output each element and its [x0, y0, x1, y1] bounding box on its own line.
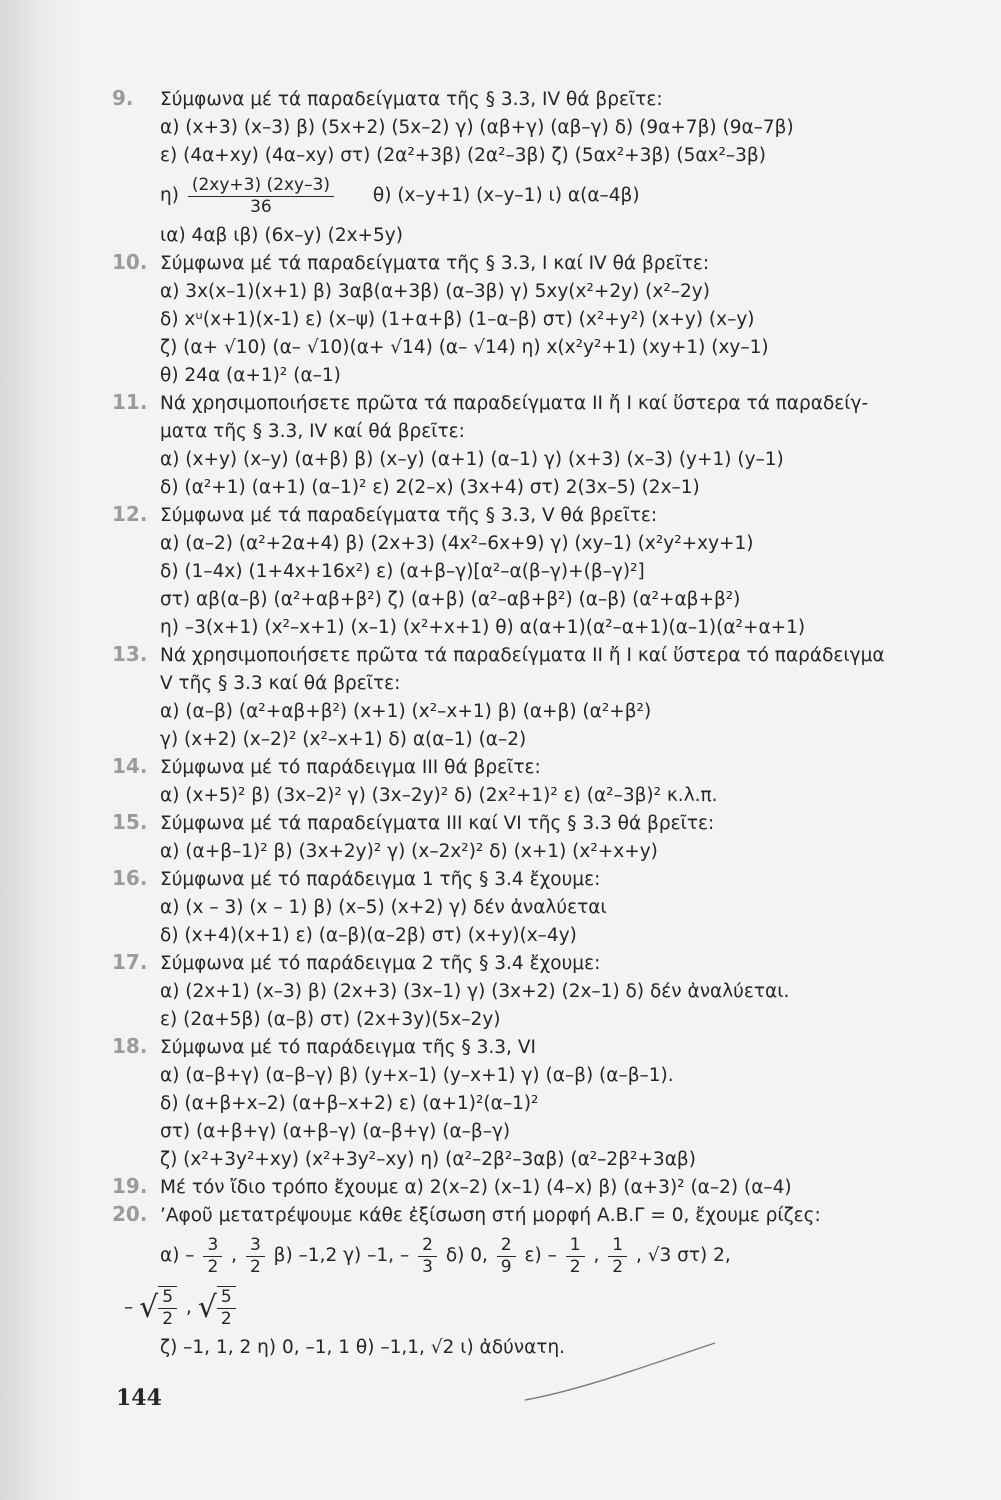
fraction: [246, 1235, 265, 1278]
exercise-line: α) (x+y) (x–y) (α+β) β) (x–y) (α+1) (α–1) γ) (x+3) (x–3) (y+1) (y–1): [160, 449, 784, 470]
exercise-line: ματα τῆς § 3.3, IV καί θά βρεῖτε:: [160, 421, 465, 442]
exercise-line: ε) (2α+5β) (α–β) στ) (2x+3y)(5x–2y): [160, 1009, 501, 1030]
fraction: [418, 1235, 437, 1278]
exercise-line: Νά χρησιμοποιήσετε πρῶτα τά παραδείγματα II ἤ I καί ὕστερα τό παράδειγμα: [160, 645, 885, 666]
answers-page: [112, 86, 912, 1362]
exercise-line: α) (α–β+γ) (α–β–γ) β) (y+x–1) (y–x+1) γ) (α–β) (α–β–1).: [160, 1065, 674, 1086]
square-root: [198, 1282, 239, 1334]
numerator: 3: [203, 1235, 222, 1257]
numerator: 1: [608, 1235, 627, 1257]
exercise-line: ε) (4α+xy) (4α–xy) στ) (2α²+3β) (2α²–3β) ζ) (5αx²+3β) (5αx²–3β): [160, 145, 766, 166]
exercise-number: 14.: [112, 754, 148, 778]
item-label: η): [160, 185, 179, 206]
exercise-line: Σύμφωνα μέ τό παράδειγμα III θά βρεῖτε:: [160, 757, 541, 778]
exercise-line: α) (α–β) (α²+αβ+β²) (x+1) (x²–x+1) β) (α+β) (α²+β²): [160, 701, 652, 722]
exercise-number: 15.: [112, 810, 148, 834]
fraction: [566, 1235, 585, 1278]
separator: ,: [593, 1245, 600, 1266]
item-text: δ) 0,: [445, 1245, 488, 1266]
denominator: 2: [569, 1256, 581, 1277]
exercise-number: 12.: [112, 502, 148, 526]
exercise-10: [112, 250, 912, 390]
denominator: 3: [422, 1256, 433, 1277]
book-spine-shadow: [0, 0, 82, 1500]
item-text: ε) –: [524, 1245, 557, 1266]
exercise-line: Σύμφωνα μέ τό παράδειγμα 2 τῆς § 3.4 ἔχουμε:: [160, 953, 601, 974]
exercise-11: [112, 390, 912, 502]
exercise-line: ια) 4αβ ιβ) (6x–y) (2x+5y): [160, 225, 403, 246]
exercise-line: δ) xᵘ(x+1)(x-1) ε) (x–ψ) (1+α+β) (1–α–β) στ) (x²+y²) (x+y) (x–y): [160, 309, 755, 330]
exercise-number: 18.: [112, 1034, 148, 1058]
minus-sign: –: [124, 1297, 134, 1318]
exercise-line: α) (2x+1) (x–3) β) (2x+3) (3x–1) γ) (3x+2) (2x–1) δ) δέν ἀναλύεται.: [160, 981, 790, 1002]
pencil-stroke-icon: [520, 1338, 720, 1408]
exercise-line: Σύμφωνα μέ τά παραδείγματα τῆς § 3.3, I καί IV θά βρεῖτε:: [160, 253, 710, 274]
square-root: [139, 1282, 180, 1334]
exercise-line: δ) (x+4)(x+1) ε) (α–β)(α–2β) στ) (x+y)(x–4y): [160, 925, 577, 946]
numerator: 2: [418, 1235, 437, 1257]
exercise-15: [112, 810, 912, 866]
sqrt-roots-line: [124, 1282, 912, 1334]
exercise-16: [112, 866, 912, 950]
item-text: β) –1,2 γ) –1, –: [273, 1245, 410, 1266]
denominator: 2: [612, 1256, 624, 1277]
exercise-17: [112, 950, 912, 1034]
fraction: [203, 1235, 222, 1278]
exercise-number: 20.: [112, 1202, 148, 1226]
exercise-line: Νά χρησιμοποιήσετε πρῶτα τά παραδείγματα II ἤ I καί ὕστερα τά παραδείγ-: [160, 393, 869, 414]
exercise-line: ζ) (x²+3y²+xy) (x²+3y²–xy) η) (α²–2β²–3αβ) (α²–2β²+3αβ): [160, 1149, 696, 1170]
exercise-line: Σύμφωνα μέ τά παραδείγματα τῆς § 3.3, IV θά βρεῖτε:: [160, 89, 663, 110]
radical-sign-icon: √: [139, 1290, 159, 1325]
exercise-line: θ) 24α (α+1)² (α–1): [160, 365, 341, 386]
denominator: 36: [250, 196, 272, 217]
exercise-line: α) (α–2) (α²+2α+4) β) (2x+3) (4x²–6x+9) γ) (xy–1) (x²y²+xy+1): [160, 533, 754, 554]
exercise-line: ζ) (α+ √10) (α– √10)(α+ √14) (α– √14) η) x(x²y²+1) (xy+1) (xy–1): [160, 337, 769, 358]
exercise-20: [112, 1202, 912, 1362]
item-text: α) –: [160, 1245, 195, 1266]
exercise-line: Σύμφωνα μέ τό παράδειγμα τῆς § 3.3, VI: [160, 1037, 536, 1058]
exercise-line: Σύμφωνα μέ τά παραδείγματα τῆς § 3.3, V θά βρεῖτε:: [160, 505, 658, 526]
exercise-number: 13.: [112, 642, 148, 666]
denominator: 2: [220, 1309, 232, 1329]
numerator: 3: [246, 1235, 265, 1257]
exercise-number: 16.: [112, 866, 148, 890]
exercise-line: V τῆς § 3.3 καί θά βρεῖτε:: [160, 673, 401, 694]
exercise-line: ’Αφοῦ μετατρέψουμε κάθε ἐξίσωση στή μορφή Α.Β.Γ = 0, ἔχουμε ρίζες:: [160, 1205, 821, 1226]
exercise-line: στ) (α+β+γ) (α+β–γ) (α–β+γ) (α–β–γ): [160, 1121, 511, 1142]
exercise-line: α) 3x(x–1)(x+1) β) 3αβ(α+3β) (α–3β) γ) 5xy(x²+2y) (x²–2y): [160, 281, 710, 302]
denominator: 2: [249, 1256, 261, 1277]
exercise-line: α) (x+3) (x–3) β) (5x+2) (5x–2) γ) (αβ+γ) (αβ–γ) δ) (9α+7β) (9α–7β): [160, 117, 794, 138]
exercise-line: ζ) –1, 1, 2 η) 0, –1, 1 θ) –1,1, √2 ι) ἀδύνατη.: [160, 1337, 566, 1358]
item-text: , √3 στ) 2,: [635, 1245, 731, 1266]
radical-sign-icon: √: [197, 1290, 217, 1325]
numerator: 5: [158, 1286, 177, 1309]
exercise-18: [112, 1034, 912, 1174]
exercise-line: Μέ τόν ἴδιο τρόπο ἔχουμε α) 2(x–2) (x–1) (4–x) β) (α+3)² (α–2) (α–4): [160, 1177, 792, 1198]
denominator: 2: [207, 1256, 219, 1277]
exercise-line: Σύμφωνα μέ τά παραδείγματα III καί VI τῆς § 3.3 θά βρεῖτε:: [160, 813, 715, 834]
fraction: [608, 1235, 627, 1278]
exercise-line: Σύμφωνα μέ τό παράδειγμα 1 τῆς § 3.4 ἔχουμε:: [160, 869, 601, 890]
numerator: 5: [217, 1286, 236, 1309]
fraction: [217, 1286, 236, 1330]
numerator: 1: [566, 1235, 585, 1257]
item-text: θ) (x–y+1) (x–y–1) ι) α(α–4β): [372, 185, 640, 206]
denominator: 2: [162, 1309, 174, 1329]
exercise-number: 10.: [112, 250, 148, 274]
numerator: (2xy+3) (2xy–3): [188, 175, 334, 197]
exercise-line: α) (α+β–1)² β) (3x+2y)² γ) (x–2x²)² δ) (x+1) (x²+x+y): [160, 841, 658, 862]
fraction: [188, 175, 334, 218]
exercise-9: [112, 86, 912, 250]
exercise-line: δ) (α+β+x–2) (α+β–x+2) ε) (α+1)²(α–1)²: [160, 1093, 539, 1114]
exercise-19: [112, 1174, 912, 1202]
exercise-line: η) –3(x+1) (x²–x+1) (x–1) (x²+x+1) θ) α(α+1)(α²–α+1)(α–1)(α²+α+1): [160, 617, 806, 638]
separator: ,: [185, 1297, 192, 1318]
exercise-13: [112, 642, 912, 754]
exercise-line: στ) αβ(α–β) (α²+αβ+β²) ζ) (α+β) (α²–αβ+β²) (α–β) (α²+αβ+β²): [160, 589, 741, 610]
fraction: [158, 1286, 177, 1330]
fraction: [497, 1235, 516, 1278]
exercise-line: δ) (1–4x) (1+4x+16x²) ε) (α+β–γ)[α²–α(β–γ)+(β–γ)²]: [160, 561, 645, 582]
page-number: 144: [116, 1385, 162, 1411]
roots-line: [160, 1230, 912, 1282]
denominator: 9: [500, 1256, 512, 1277]
exercise-line: α) (x – 3) (x – 1) β) (x–5) (x+2) γ) δέν ἀναλύεται: [160, 897, 607, 918]
exercise-14: [112, 754, 912, 810]
exercise-number: 11.: [112, 390, 148, 414]
exercise-line: γ) (x+2) (x–2)² (x²–x+1) δ) α(α–1) (α–2): [160, 729, 527, 750]
exercise-12: [112, 502, 912, 642]
numerator: 2: [497, 1235, 516, 1257]
exercise-number: 9.: [112, 86, 134, 110]
separator: ,: [231, 1245, 238, 1266]
exercise-number: 19.: [112, 1174, 148, 1198]
exercise-number: 17.: [112, 950, 148, 974]
exercise-line: α) (x+5)² β) (3x–2)² γ) (3x–2y)² δ) (2x²+1)² ε) (α²–3β)² κ.λ.π.: [160, 785, 718, 806]
exercise-fraction-line: [160, 170, 912, 222]
exercise-line: δ) (α²+1) (α+1) (α–1)² ε) 2(2–x) (3x+4) στ) 2(3x–5) (2x–1): [160, 477, 700, 498]
